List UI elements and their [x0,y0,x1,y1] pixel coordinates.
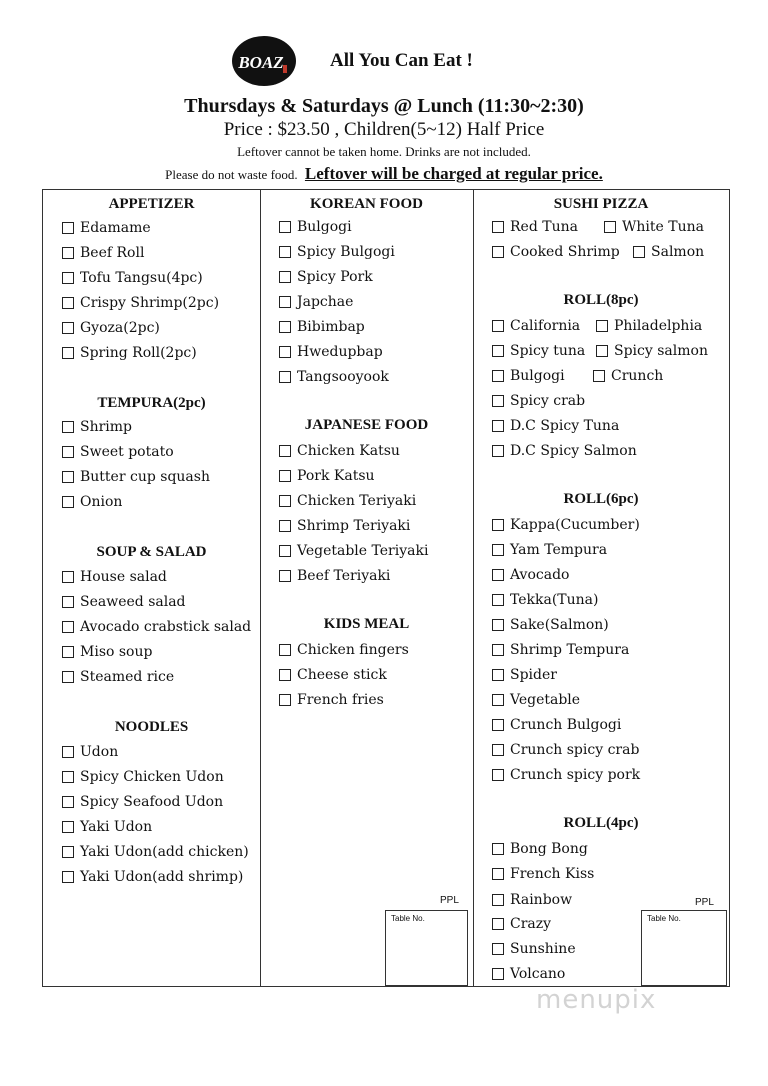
menu-item[interactable]: Yaki Udon(add shrimp) [62,869,243,885]
menu-item[interactable]: Miso soup [62,644,152,660]
menu-item[interactable]: Tangsooyook [279,369,389,385]
checkbox[interactable] [62,596,74,608]
table-number-box[interactable] [385,910,468,986]
table-no-label: Table No. [391,914,425,923]
checkbox[interactable] [633,246,645,258]
checkbox[interactable] [604,221,616,233]
checkbox[interactable] [492,395,504,407]
checkbox[interactable] [492,420,504,432]
menu-item[interactable]: White Tuna [604,219,704,235]
checkbox[interactable] [62,446,74,458]
section-title-roll-6pc: ROLL(6pc) [563,491,639,507]
checkbox[interactable] [279,321,291,333]
checkbox[interactable] [62,621,74,633]
menu-item[interactable]: Yaki Udon(add chicken) [62,844,249,860]
checkbox[interactable] [492,519,504,531]
checkbox[interactable] [492,221,504,233]
menu-item[interactable]: Shrimp Teriyaki [279,518,410,534]
menu-item[interactable]: Cheese stick [279,667,387,683]
checkbox[interactable] [492,320,504,332]
menu-item[interactable]: Onion [62,494,122,510]
checkbox[interactable] [492,894,504,906]
checkbox[interactable] [492,345,504,357]
menu-item[interactable]: Chicken Teriyaki [279,493,416,509]
checkbox[interactable] [492,868,504,880]
checkbox[interactable] [62,846,74,858]
menu-item[interactable]: Spicy salmon [596,343,708,359]
menu-item[interactable]: Pork Katsu [279,468,375,484]
checkbox[interactable] [492,719,504,731]
menu-item[interactable]: Crispy Shrimp(2pc) [62,295,219,311]
checkbox[interactable] [62,821,74,833]
checkbox[interactable] [62,796,74,808]
menu-item[interactable]: Bulgogi [492,368,565,384]
menu-item[interactable]: Bulgogi [279,219,352,235]
checkbox[interactable] [492,246,504,258]
checkbox[interactable] [62,671,74,683]
menu-item[interactable]: Avocado crabstick salad [62,619,251,635]
menu-item[interactable]: Spicy Seafood Udon [62,794,223,810]
menu-item[interactable]: Spicy Bulgogi [279,244,395,260]
checkbox[interactable] [279,545,291,557]
checkbox[interactable] [62,421,74,433]
restaurant-logo [231,35,297,87]
section-title-roll-4pc: ROLL(4pc) [563,815,639,831]
menu-item[interactable]: Yam Tempura [492,542,607,558]
menu-item[interactable]: Edamame [62,220,151,236]
checkbox[interactable] [62,297,74,309]
checkbox[interactable] [279,644,291,656]
checkbox[interactable] [492,843,504,855]
menu-item[interactable]: Shrimp Tempura [492,642,629,658]
menu-item[interactable]: Udon [62,744,118,760]
menu-item[interactable]: Avocado [492,567,569,583]
charge-note: Leftover will be charged at regular price. [304,164,603,183]
menu-item[interactable]: Crazy [492,916,551,932]
checkbox[interactable] [62,871,74,883]
checkbox[interactable] [62,646,74,658]
menu-item[interactable]: Vegetable Teriyaki [279,543,428,559]
section-title-sushi-pizza: SUSHI PIZZA [553,196,649,212]
checkbox[interactable] [492,968,504,980]
checkbox[interactable] [492,445,504,457]
price-line: Price : $23.50 , Children(5~12) Half Price [223,119,545,140]
leftover-note: Leftover cannot be taken home. Drinks are not included. [237,144,531,159]
menu-item[interactable]: Rainbow [492,892,572,908]
checkbox[interactable] [279,694,291,706]
section-title-appetizer: APPETIZER [108,196,195,212]
checkbox[interactable] [279,570,291,582]
section-title-japanese: JAPANESE FOOD [304,417,429,433]
checkbox[interactable] [279,296,291,308]
checkbox[interactable] [62,471,74,483]
checkbox[interactable] [492,694,504,706]
waste-note-line [0,164,768,184]
menu-item[interactable]: Spider [492,667,557,683]
checkbox[interactable] [492,544,504,556]
checkbox[interactable] [492,744,504,756]
checkbox[interactable] [279,271,291,283]
menu-item[interactable]: Yaki Udon [62,819,152,835]
menu-item[interactable]: Chicken Katsu [279,443,400,459]
menu-item[interactable]: D.C Spicy Tuna [492,418,619,434]
menu-item[interactable]: Sunshine [492,941,576,957]
ppl-label: PPL [695,897,714,908]
schedule-heading: Thursdays & Saturdays @ Lunch (11:30~2:30) [184,95,584,117]
menu-item[interactable]: Gyoza(2pc) [62,320,160,336]
menu-item[interactable]: Butter cup squash [62,469,210,485]
checkbox[interactable] [62,746,74,758]
menu-item[interactable]: Spicy Pork [279,269,373,285]
checkbox[interactable] [62,771,74,783]
checkbox[interactable] [492,943,504,955]
menu-item[interactable]: Hwedupbap [279,344,383,360]
checkbox[interactable] [596,345,608,357]
menu-item[interactable]: Tekka(Tuna) [492,592,599,608]
checkbox[interactable] [62,247,74,259]
checkbox[interactable] [596,320,608,332]
checkbox[interactable] [279,246,291,258]
checkbox[interactable] [492,370,504,382]
menu-item[interactable]: Beef Teriyaki [279,568,390,584]
checkbox[interactable] [62,272,74,284]
section-title-soup-salad: SOUP & SALAD [96,544,207,560]
table-no-label: Table No. [647,914,681,923]
menu-item[interactable]: Sweet potato [62,444,174,460]
menu-item[interactable]: Steamed rice [62,669,174,685]
column-3 [473,190,729,986]
menu-item[interactable]: Crunch spicy crab [492,742,639,758]
section-title-tempura: TEMPURA(2pc) [97,395,206,411]
checkbox[interactable] [279,669,291,681]
all-you-can-eat-heading: All You Can Eat ! [330,50,473,71]
menu-item[interactable]: Red Tuna [492,219,578,235]
checkbox[interactable] [492,619,504,631]
menu-item[interactable]: Spicy crab [492,393,585,409]
menu-item[interactable]: Bong Bong [492,841,588,857]
menu-item[interactable]: Seaweed salad [62,594,186,610]
menu-item[interactable]: Vegetable [492,692,580,708]
checkbox[interactable] [492,644,504,656]
watermark: menupix [536,985,657,1015]
section-title-noodles: NOODLES [114,719,189,735]
checkbox[interactable] [492,769,504,781]
menu-item[interactable]: Japchae [279,294,353,310]
menu-item[interactable]: Cooked Shrimp [492,244,620,260]
menu-item[interactable]: Volcano [492,966,565,982]
checkbox[interactable] [593,370,605,382]
checkbox[interactable] [62,496,74,508]
menu-item[interactable]: Chicken fingers [279,642,409,658]
order-form [42,189,730,987]
menu-item[interactable]: Spicy Chicken Udon [62,769,224,785]
menu-item[interactable]: Sake(Salmon) [492,617,609,633]
checkbox[interactable] [279,470,291,482]
logo-text: BOAZ [238,53,284,72]
checkbox[interactable] [492,594,504,606]
checkbox[interactable] [279,371,291,383]
checkbox[interactable] [279,445,291,457]
menu-item[interactable]: Salmon [633,244,704,260]
menu-item[interactable]: French fries [279,692,384,708]
menu-item[interactable]: Spicy tuna [492,343,585,359]
table-number-box[interactable] [641,910,727,986]
checkbox[interactable] [279,495,291,507]
section-title-roll-8pc: ROLL(8pc) [563,292,639,308]
checkbox[interactable] [62,222,74,234]
checkbox[interactable] [62,322,74,334]
menu-item[interactable]: Tofu Tangsu(4pc) [62,270,203,286]
checkbox[interactable] [492,669,504,681]
column-2 [260,190,474,986]
menu-item[interactable]: Spring Roll(2pc) [62,345,197,361]
menu-item[interactable]: Shrimp [62,419,132,435]
checkbox[interactable] [279,346,291,358]
column-1 [43,190,261,986]
menu-item[interactable]: Kappa(Cucumber) [492,517,640,533]
section-title-kids: KIDS MEAL [323,616,410,632]
checkbox[interactable] [492,569,504,581]
menu-item[interactable]: Beef Roll [62,245,144,261]
menu-item[interactable]: California [492,318,580,334]
ppl-label: PPL [440,895,459,906]
menu-item[interactable]: D.C Spicy Salmon [492,443,637,459]
menu-item[interactable]: French Kiss [492,866,594,882]
checkbox[interactable] [279,520,291,532]
menu-item[interactable]: Bibimbap [279,319,365,335]
menu-item[interactable]: Crunch spicy pork [492,767,640,783]
checkbox[interactable] [492,918,504,930]
waste-note: Please do not waste food. [165,167,298,182]
menu-item[interactable]: House salad [62,569,167,585]
section-title-korean: KOREAN FOOD [310,196,423,212]
menu-item[interactable]: Philadelphia [596,318,702,334]
checkbox[interactable] [62,347,74,359]
menu-item[interactable]: Crunch Bulgogi [492,717,621,733]
menu-item[interactable]: Crunch [593,368,663,384]
checkbox[interactable] [279,221,291,233]
checkbox[interactable] [62,571,74,583]
